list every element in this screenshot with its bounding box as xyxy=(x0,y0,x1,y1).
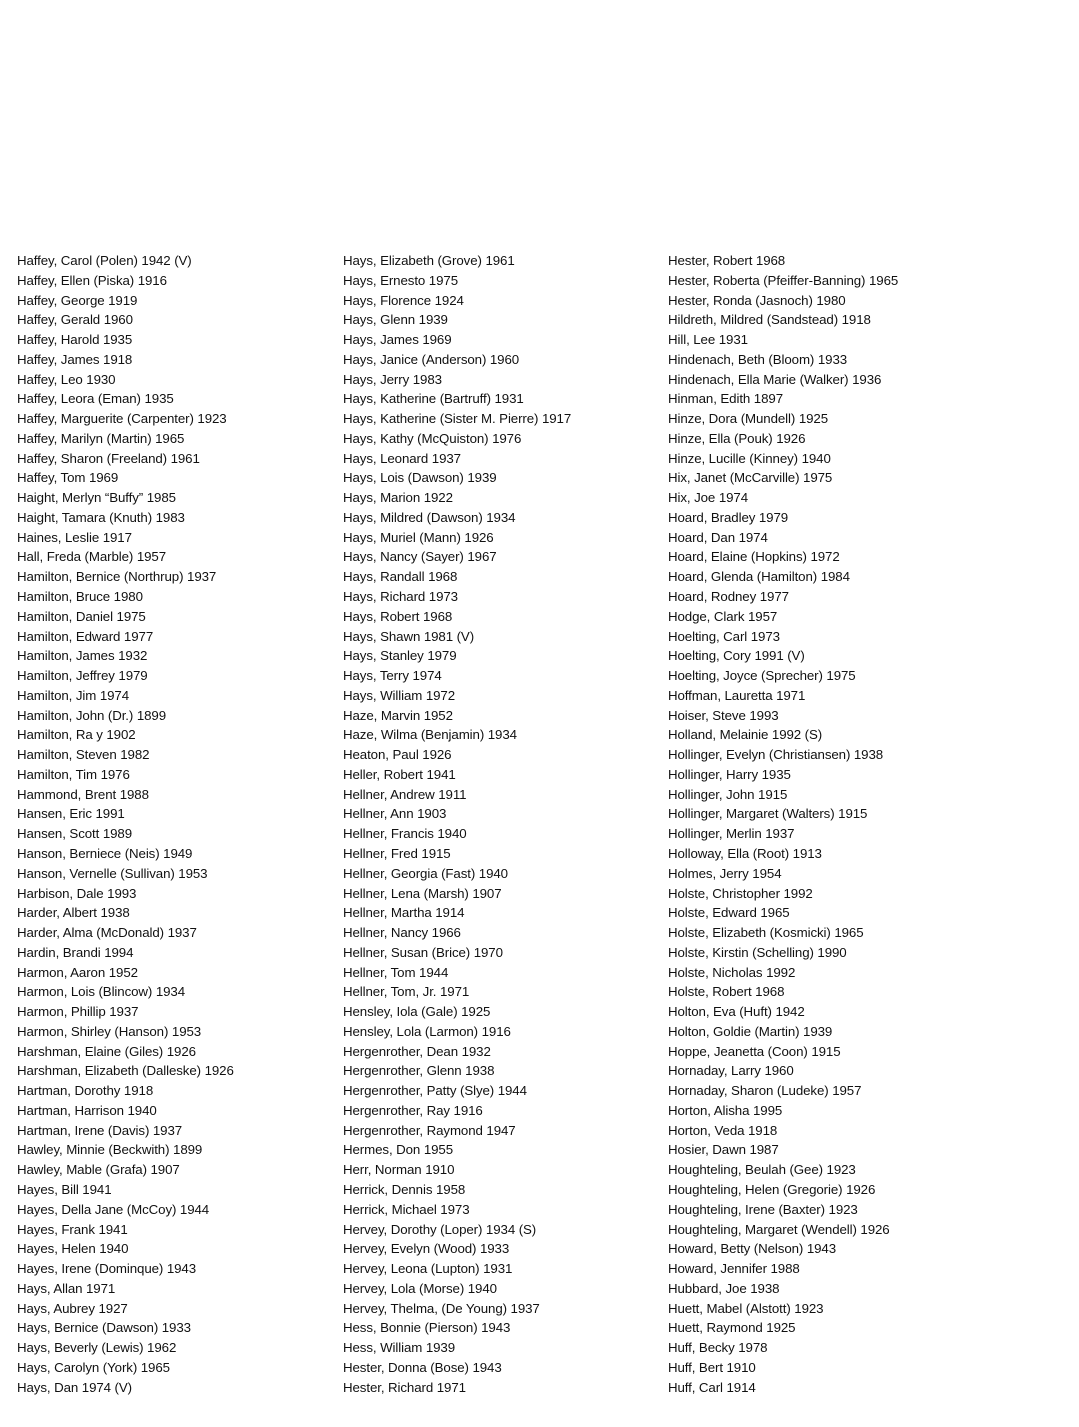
name-entry: Harmon, Phillip 1937 xyxy=(17,1004,139,1020)
name-column-1 xyxy=(17,251,234,1397)
name-entry: Harder, Albert 1938 xyxy=(17,905,130,921)
name-entry: Huff, Bert 1910 xyxy=(668,1359,756,1375)
name-entry: Hays, Ernesto 1975 xyxy=(343,272,458,288)
name-entry: Hollinger, Margaret (Walters) 1915 xyxy=(668,806,868,822)
name-entry: Hamilton, James 1932 xyxy=(17,648,148,664)
name-entry: Hubbard, Joe 1938 xyxy=(668,1280,780,1296)
name-entry: Hellner, Martha 1914 xyxy=(343,905,465,921)
name-entry: Hamilton, Jeffrey 1979 xyxy=(17,668,148,684)
name-entry: Hays, Lois (Dawson) 1939 xyxy=(343,470,497,486)
name-entry: Hinze, Ella (Pouk) 1926 xyxy=(668,430,806,446)
name-entry: Hays, Beverly (Lewis) 1962 xyxy=(17,1340,177,1356)
name-entry: Hays, Terry 1974 xyxy=(343,668,442,684)
name-entry: Hanson, Berniece (Neis) 1949 xyxy=(17,845,193,861)
name-column-2 xyxy=(343,251,571,1397)
name-entry: Hergenrother, Ray 1916 xyxy=(343,1102,483,1118)
name-entry: Hellner, Nancy 1966 xyxy=(343,925,461,941)
name-entry: Hamilton, John (Dr.) 1899 xyxy=(17,707,167,723)
name-entry: Hays, Muriel (Mann) 1926 xyxy=(343,529,494,545)
name-entry: Hartman, Irene (Davis) 1937 xyxy=(17,1122,183,1138)
name-entry: Hays, Florence 1924 xyxy=(343,292,464,308)
name-entry: Huff, Becky 1978 xyxy=(668,1340,768,1356)
name-entry: Hays, Elizabeth (Grove) 1961 xyxy=(343,253,515,268)
name-entry: Hellner, Tom, Jr. 1971 xyxy=(343,984,470,1000)
name-entry: Hervey, Evelyn (Wood) 1933 xyxy=(343,1241,510,1257)
name-entry: Hollinger, Merlin 1937 xyxy=(668,826,795,842)
name-entry: Howard, Jennifer 1988 xyxy=(668,1261,800,1277)
name-entry: Hinze, Lucille (Kinney) 1940 xyxy=(668,450,831,466)
name-entry: Holmes, Jerry 1954 xyxy=(668,865,782,881)
name-entry: Haze, Marvin 1952 xyxy=(343,707,453,723)
name-entry: Heller, Robert 1941 xyxy=(343,766,456,782)
name-entry: Hays, Kathy (McQuiston) 1976 xyxy=(343,430,522,446)
name-entry: Hellner, Andrew 1911 xyxy=(343,786,467,802)
name-entry: Herr, Norman 1910 xyxy=(343,1162,455,1178)
name-entry: Hoard, Dan 1974 xyxy=(668,529,768,545)
name-entry: Heaton, Paul 1926 xyxy=(343,747,452,763)
name-entry: Holste, Elizabeth (Kosmicki) 1965 xyxy=(668,925,864,941)
name-entry: Hoard, Elaine (Hopkins) 1972 xyxy=(668,549,840,565)
name-entry: Hawley, Mable (Grafa) 1907 xyxy=(17,1162,180,1178)
name-entry: Haze, Wilma (Benjamin) 1934 xyxy=(343,727,517,743)
name-entry: Harmon, Shirley (Hanson) 1953 xyxy=(17,1023,202,1039)
name-entry: Haffey, Sharon (Freeland) 1961 xyxy=(17,450,200,466)
name-entry: Huett, Mabel (Alstott) 1923 xyxy=(668,1300,824,1316)
name-entry: Harder, Alma (McDonald) 1937 xyxy=(17,925,197,941)
name-entry: Hays, Leonard 1937 xyxy=(343,450,461,466)
name-entry: Hollinger, John 1915 xyxy=(668,786,788,802)
name-entry: Hergenrother, Glenn 1938 xyxy=(343,1063,495,1079)
name-entry: Hamilton, Bruce 1980 xyxy=(17,589,143,605)
name-entry: Holste, Nicholas 1992 xyxy=(668,964,796,980)
name-entry: Haffey, Gerald 1960 xyxy=(17,312,133,328)
name-entry: Hays, Randall 1968 xyxy=(343,569,458,585)
name-entry: Horton, Alisha 1995 xyxy=(668,1102,783,1118)
name-entry: Harshman, Elizabeth (Dalleske) 1926 xyxy=(17,1063,234,1079)
name-entry: Hervey, Leona (Lupton) 1931 xyxy=(343,1261,513,1277)
name-entry: Hervey, Lola (Morse) 1940 xyxy=(343,1280,497,1296)
name-entry: Hergenrother, Raymond 1947 xyxy=(343,1122,516,1138)
name-column-3 xyxy=(668,251,898,1397)
name-entry: Harshman, Elaine (Giles) 1926 xyxy=(17,1043,196,1059)
name-entry: Hamilton, Ra y 1902 xyxy=(17,727,136,743)
name-entry: Hays, Dan 1974 (V) xyxy=(17,1379,132,1395)
name-entry: Hartman, Harrison 1940 xyxy=(17,1102,157,1118)
name-entry: Hess, William 1939 xyxy=(343,1340,455,1356)
name-entry: Hays, Robert 1968 xyxy=(343,608,453,624)
name-entry: Hervey, Dorothy (Loper) 1934 (S) xyxy=(343,1221,537,1237)
name-entry: Hester, Robert 1968 xyxy=(668,253,786,268)
name-entry: Hosier, Dawn 1987 xyxy=(668,1142,779,1158)
name-entry: Hoelting, Carl 1973 xyxy=(668,628,780,644)
name-entry: Hanson, Vernelle (Sullivan) 1953 xyxy=(17,865,208,881)
name-entry: Hergenrother, Patty (Slye) 1944 xyxy=(343,1083,527,1099)
name-entry: Hammond, Brent 1988 xyxy=(17,786,149,802)
name-entry: Hays, James 1969 xyxy=(343,332,452,348)
name-entry: Hamilton, Tim 1976 xyxy=(17,766,130,782)
name-entry: Hornaday, Sharon (Ludeke) 1957 xyxy=(668,1083,862,1099)
name-entry: Hoard, Glenda (Hamilton) 1984 xyxy=(668,569,850,585)
name-entry: Hayes, Irene (Dominque) 1943 xyxy=(17,1261,197,1277)
name-entry: Hays, Glenn 1939 xyxy=(343,312,448,328)
name-entry: Harbison, Dale 1993 xyxy=(17,885,137,901)
name-entry: Haffey, James 1918 xyxy=(17,351,133,367)
name-entry: Hamilton, Jim 1974 xyxy=(17,687,130,703)
name-entry: Haffey, Harold 1935 xyxy=(17,332,133,348)
name-entry: Haffey, Marguerite (Carpenter) 1923 xyxy=(17,411,227,427)
name-entry: Hayes, Bill 1941 xyxy=(17,1181,112,1197)
name-entry: Herrick, Dennis 1958 xyxy=(343,1181,466,1197)
name-entry: Hensley, Lola (Larmon) 1916 xyxy=(343,1023,511,1039)
name-entry: Hellner, Susan (Brice) 1970 xyxy=(343,944,503,960)
name-entry: Hamilton, Daniel 1975 xyxy=(17,608,146,624)
name-entry: Holland, Melainie 1992 (S) xyxy=(668,727,823,743)
name-entry: Hellner, Ann 1903 xyxy=(343,806,447,822)
name-entry: Hansen, Eric 1991 xyxy=(17,806,125,822)
name-entry: Haight, Merlyn “Buffy” 1985 xyxy=(17,490,176,506)
name-entry: Hayes, Della Jane (McCoy) 1944 xyxy=(17,1201,210,1217)
name-entry: Hoard, Rodney 1977 xyxy=(668,589,789,605)
name-entry: Haffey, Ellen (Piska) 1916 xyxy=(17,272,167,288)
name-entry: Hays, Mildred (Dawson) 1934 xyxy=(343,509,516,525)
name-entry: Hoelting, Cory 1991 (V) xyxy=(668,648,805,664)
name-entry: Holton, Goldie (Martin) 1939 xyxy=(668,1023,833,1039)
name-entry: Hays, Carolyn (York) 1965 xyxy=(17,1359,170,1375)
name-entry: Hoppe, Jeanetta (Coon) 1915 xyxy=(668,1043,841,1059)
name-entry: Holste, Edward 1965 xyxy=(668,905,790,921)
name-entry: Haffey, Carol (Polen) 1942 (V) xyxy=(17,253,192,268)
name-entry: Hays, Nancy (Sayer) 1967 xyxy=(343,549,497,565)
name-entry: Haight, Tamara (Knuth) 1983 xyxy=(17,509,185,525)
name-entry: Houghteling, Beulah (Gee) 1923 xyxy=(668,1162,856,1178)
name-entry: Holste, Kirstin (Schelling) 1990 xyxy=(668,944,847,960)
name-entry: Harmon, Aaron 1952 xyxy=(17,964,138,980)
name-entry: Harmon, Lois (Blincow) 1934 xyxy=(17,984,186,1000)
name-entry: Hays, Richard 1973 xyxy=(343,589,458,605)
name-entry: Haffey, George 1919 xyxy=(17,292,138,308)
name-entry: Herrick, Michael 1973 xyxy=(343,1201,470,1217)
name-entry: Hergenrother, Dean 1932 xyxy=(343,1043,491,1059)
name-entry: Hester, Richard 1971 xyxy=(343,1379,466,1395)
name-entry: Hays, Bernice (Dawson) 1933 xyxy=(17,1320,191,1336)
name-entry: Hays, Allan 1971 xyxy=(17,1280,116,1296)
name-entry: Houghteling, Helen (Gregorie) 1926 xyxy=(668,1181,876,1197)
name-entry: Hoelting, Joyce (Sprecher) 1975 xyxy=(668,668,856,684)
name-entry: Hays, Shawn 1981 (V) xyxy=(343,628,475,644)
name-entry: Hall, Freda (Marble) 1957 xyxy=(17,549,166,565)
name-entry: Hinman, Edith 1897 xyxy=(668,391,783,407)
name-entry: Holste, Robert 1968 xyxy=(668,984,785,1000)
name-entry: Huett, Raymond 1925 xyxy=(668,1320,796,1336)
name-entry: Hill, Lee 1931 xyxy=(668,332,748,348)
name-entry: Hays, Marion 1922 xyxy=(343,490,453,506)
name-entry: Hays, Katherine (Bartruff) 1931 xyxy=(343,391,524,407)
name-entry: Hinze, Dora (Mundell) 1925 xyxy=(668,411,828,427)
name-entry: Hamilton, Edward 1977 xyxy=(17,628,154,644)
name-entry: Hays, William 1972 xyxy=(343,687,455,703)
name-entry: Hays, Jerry 1983 xyxy=(343,371,442,387)
name-entry: Hays, Katherine (Sister M. Pierre) 1917 xyxy=(343,411,572,427)
name-entry: Hawley, Minnie (Beckwith) 1899 xyxy=(17,1142,203,1158)
name-entry: Hindenach, Beth (Bloom) 1933 xyxy=(668,351,848,367)
name-entry: Hoard, Bradley 1979 xyxy=(668,509,789,525)
name-entry: Hellner, Georgia (Fast) 1940 xyxy=(343,865,508,881)
name-entry: Hamilton, Steven 1982 xyxy=(17,747,150,763)
name-entry: Hellner, Francis 1940 xyxy=(343,826,467,842)
name-entry: Haffey, Tom 1969 xyxy=(17,470,119,486)
name-entry: Haines, Leslie 1917 xyxy=(17,529,132,545)
name-entry: Hoiser, Steve 1993 xyxy=(668,707,779,723)
name-entry: Holloway, Ella (Root) 1913 xyxy=(668,845,822,861)
name-entry: Horton, Veda 1918 xyxy=(668,1122,778,1138)
name-entry: Hays, Stanley 1979 xyxy=(343,648,457,664)
name-entry: Hester, Donna (Bose) 1943 xyxy=(343,1359,502,1375)
name-entry: Howard, Betty (Nelson) 1943 xyxy=(668,1241,837,1257)
name-entry: Hardin, Brandi 1994 xyxy=(17,944,134,960)
name-entry: Hermes, Don 1955 xyxy=(343,1142,454,1158)
name-entry: Hornaday, Larry 1960 xyxy=(668,1063,794,1079)
name-entry: Hollinger, Evelyn (Christiansen) 1938 xyxy=(668,747,884,763)
name-entry: Hess, Bonnie (Pierson) 1943 xyxy=(343,1320,511,1336)
name-entry: Haffey, Marilyn (Martin) 1965 xyxy=(17,430,185,446)
name-entry: Hays, Aubrey 1927 xyxy=(17,1300,128,1316)
name-entry: Houghteling, Irene (Baxter) 1923 xyxy=(668,1201,858,1217)
name-entry: Hensley, Iola (Gale) 1925 xyxy=(343,1004,491,1020)
name-entry: Holste, Christopher 1992 xyxy=(668,885,813,901)
name-entry: Hays, Janice (Anderson) 1960 xyxy=(343,351,520,367)
name-entry: Hollinger, Harry 1935 xyxy=(668,766,791,782)
name-entry: Hayes, Helen 1940 xyxy=(17,1241,129,1257)
name-entry: Houghteling, Margaret (Wendell) 1926 xyxy=(668,1221,890,1237)
name-entry: Haffey, Leo 1930 xyxy=(17,371,116,387)
name-entry: Holton, Eva (Huft) 1942 xyxy=(668,1004,805,1020)
name-entry: Hellner, Tom 1944 xyxy=(343,964,449,980)
name-entry: Hildreth, Mildred (Sandstead) 1918 xyxy=(668,312,871,328)
name-entry: Hansen, Scott 1989 xyxy=(17,826,132,842)
name-entry: Haffey, Leora (Eman) 1935 xyxy=(17,391,174,407)
name-entry: Hoffman, Lauretta 1971 xyxy=(668,687,806,703)
name-entry: Hix, Joe 1974 xyxy=(668,490,749,506)
name-entry: Hamilton, Bernice (Northrup) 1937 xyxy=(17,569,217,585)
name-entry: Hester, Ronda (Jasnoch) 1980 xyxy=(668,292,846,308)
name-entry: Hix, Janet (McCarville) 1975 xyxy=(668,470,833,486)
name-entry: Huff, Carl 1914 xyxy=(668,1379,756,1395)
name-entry: Hodge, Clark 1957 xyxy=(668,608,778,624)
name-entry: Hellner, Fred 1915 xyxy=(343,845,451,861)
name-entry: Hester, Roberta (Pfeiffer-Banning) 1965 xyxy=(668,272,899,288)
name-entry: Hartman, Dorothy 1918 xyxy=(17,1083,154,1099)
name-entry: Hindenach, Ella Marie (Walker) 1936 xyxy=(668,371,882,387)
name-entry: Hellner, Lena (Marsh) 1907 xyxy=(343,885,502,901)
name-entry: Hervey, Thelma, (De Young) 1937 xyxy=(343,1300,540,1316)
name-entry: Hayes, Frank 1941 xyxy=(17,1221,128,1237)
